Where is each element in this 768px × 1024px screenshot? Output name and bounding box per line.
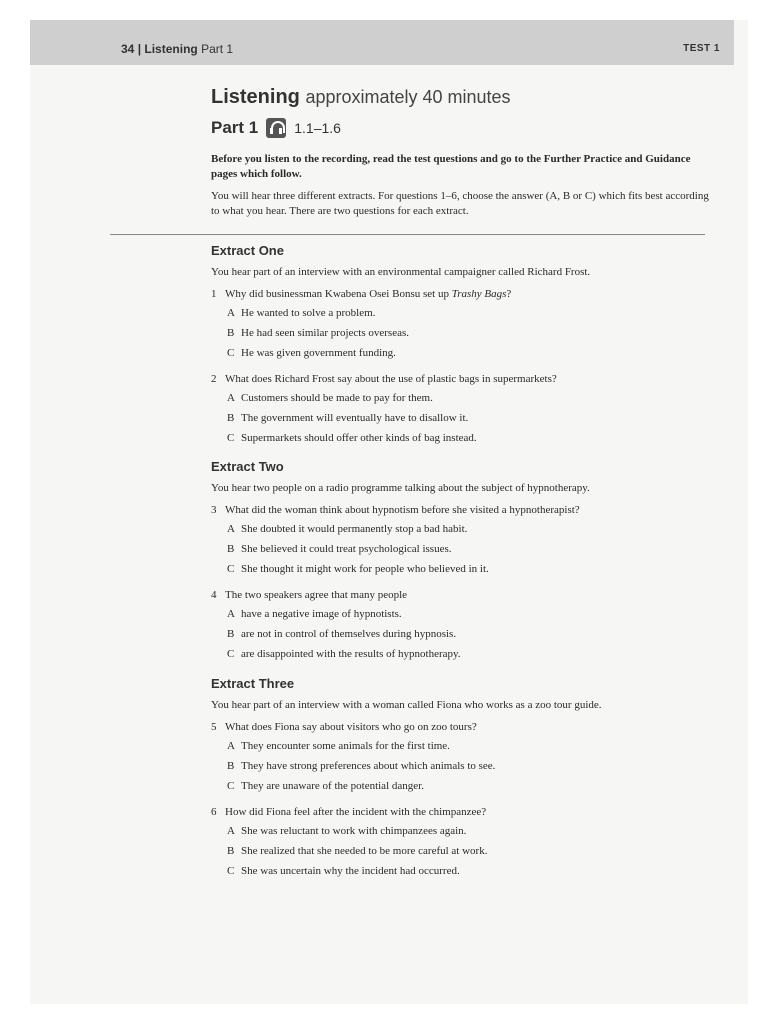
header-section: Listening: [144, 42, 198, 56]
question-number: 5: [211, 721, 217, 733]
option-a: A She doubted it would permanently stop a bad habit.: [227, 523, 468, 535]
option-b: B They have strong preferences about which animals to see.: [227, 760, 496, 772]
question-text: How did Fiona feel after the incident with the chimpanzee?: [225, 806, 487, 818]
option-b: B are not in control of themselves during hypnosis.: [227, 628, 457, 640]
extract-three: [211, 676, 711, 885]
headphones-icon: [266, 118, 286, 138]
extract-intro: You hear two people on a radio programme talking about the subject of hypnotherapy.: [211, 482, 590, 494]
part-label: Part 1: [211, 118, 259, 137]
divider: [110, 234, 705, 235]
header-part: Part 1: [201, 42, 234, 56]
question-2: [211, 373, 711, 452]
option-b: B She realized that she needed to be more careful at work.: [227, 845, 488, 857]
option-c: C She was uncertain why the incident had occurred.: [227, 865, 460, 877]
question-number: 4: [211, 589, 217, 601]
option-a: A He wanted to solve a problem.: [227, 307, 376, 319]
title-sub: approximately 40 minutes: [305, 87, 511, 107]
book-page: [30, 20, 748, 1004]
option-c: C They are unaware of the potential danger.: [227, 780, 424, 792]
extract-intro: You hear part of an interview with a woman called Fiona who works as a zoo tour guide.: [211, 699, 602, 711]
question-6: [211, 806, 711, 885]
track-numbers: 1.1–1.6: [294, 120, 341, 136]
option-c: C are disappointed with the results of hypnotherapy.: [227, 648, 461, 660]
option-a: A She was reluctant to work with chimpanzees again.: [227, 825, 467, 837]
running-header: [30, 20, 734, 65]
extract-two: [211, 459, 711, 668]
option-a: A They encounter some animals for the first time.: [227, 740, 450, 752]
question-text: Why did businessman Kwabena Osei Bonsu set up Trashy Bags?: [225, 288, 512, 300]
extract-title: Extract Two: [211, 459, 284, 474]
part-heading: [211, 118, 341, 138]
question-number: 1: [211, 288, 217, 300]
option-b: B She believed it could treat psychological issues.: [227, 543, 452, 555]
question-number: 3: [211, 504, 217, 516]
question-number: 6: [211, 806, 217, 818]
option-c: C She thought it might work for people who believed in it.: [227, 563, 489, 575]
extract-one: [211, 243, 711, 452]
question-1: [211, 288, 711, 367]
option-c: C He was given government funding.: [227, 347, 396, 359]
title-main: Listening: [211, 86, 300, 108]
instructions-plain: You will hear three different extracts. For questions 1–6, choose the answer (A, B or C) which fits best according to what you hear. There are two questions for each extract.: [211, 190, 709, 217]
question-text: What does Fiona say about visitors who go on zoo tours?: [225, 721, 477, 733]
option-c: C Supermarkets should offer other kinds of bag instead.: [227, 432, 477, 444]
question-3: [211, 504, 711, 583]
page-title: [211, 86, 511, 109]
header-left: 34 | Listening Part 1: [121, 42, 234, 56]
page-number: 34: [121, 42, 135, 56]
question-text: The two speakers agree that many people: [225, 589, 408, 601]
extract-intro: You hear part of an interview with an environmental campaigner called Richard Frost.: [211, 266, 591, 278]
extract-title: Extract Three: [211, 676, 295, 691]
question-5: [211, 721, 711, 800]
question-number: 2: [211, 373, 217, 385]
question-text: What did the woman think about hypnotism before she visited a hypnotherapist?: [225, 504, 580, 516]
extract-title: Extract One: [211, 243, 284, 258]
instructions-bold: Before you listen to the recording, read the test questions and go to the Further Practice and Guidance pages which follow.: [211, 153, 691, 180]
option-a: A Customers should be made to pay for them.: [227, 392, 433, 404]
option-b: B He had seen similar projects overseas.: [227, 327, 409, 339]
header-test: TEST 1: [683, 43, 720, 54]
option-a: A have a negative image of hypnotists.: [227, 608, 402, 620]
question-4: [211, 589, 711, 668]
option-b: B The government will eventually have to disallow it.: [227, 412, 469, 424]
question-text: What does Richard Frost say about the use of plastic bags in supermarkets?: [225, 373, 557, 385]
